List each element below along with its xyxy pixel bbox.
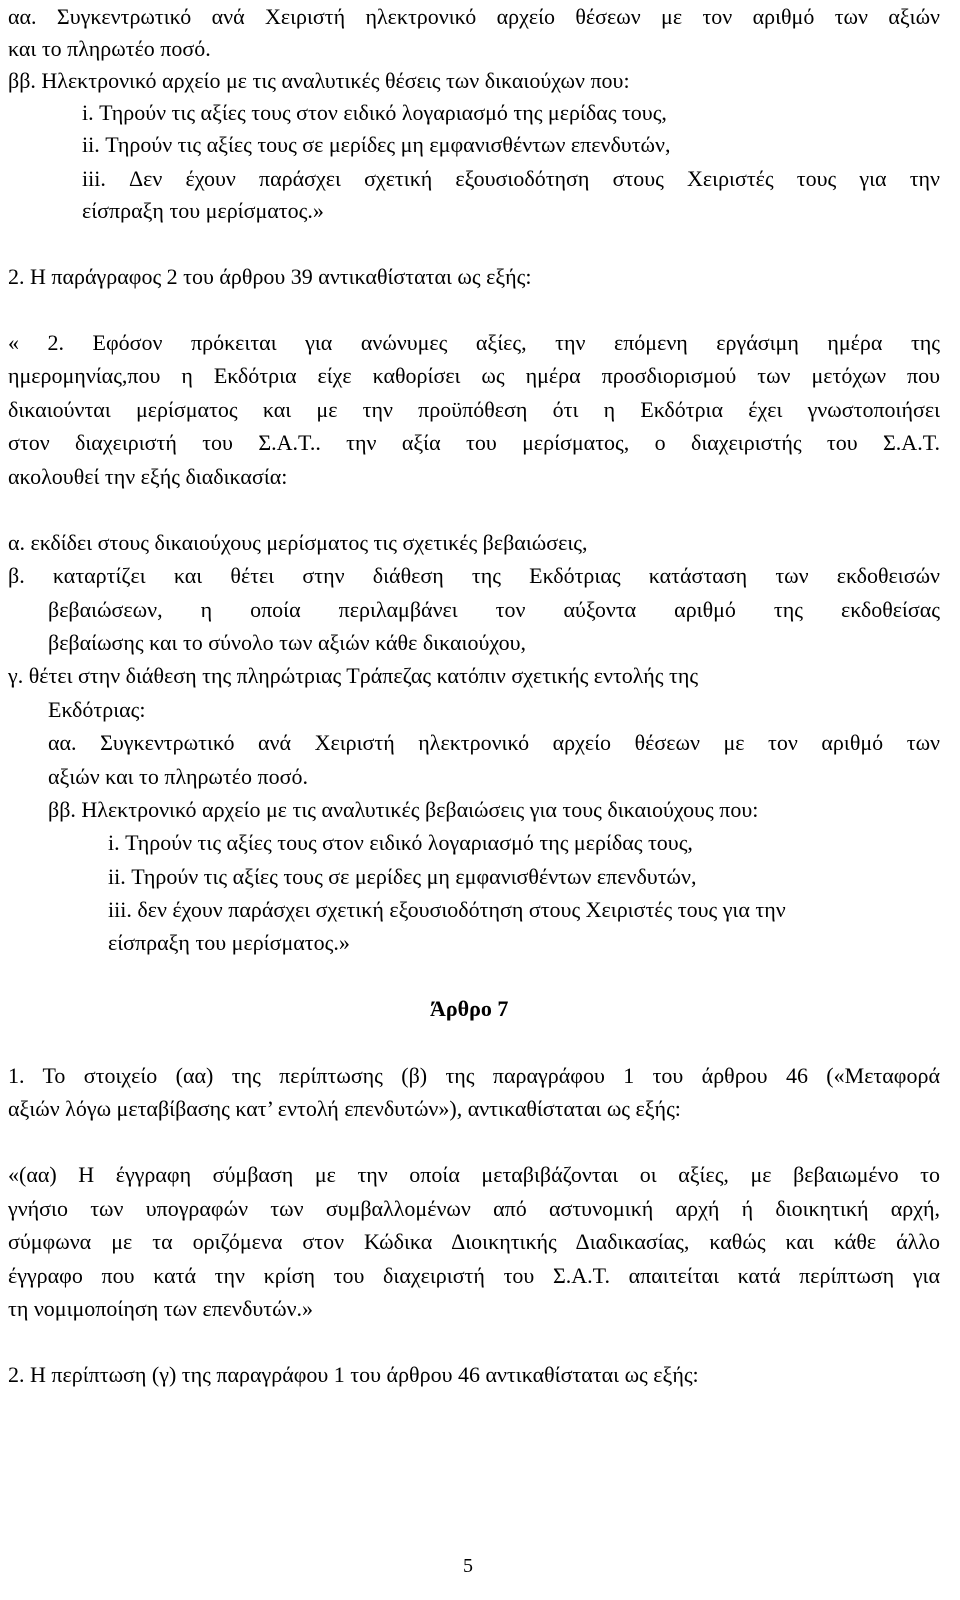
text-line: σύμφωνα με τα οριζόμενα στον Κώδικα Διοικητικής Διαδικασίας, καθώς και κάθε άλλο [8,1229,940,1254]
text-line: αξιών και το πληρωτέο ποσό. [48,764,308,789]
text-line: είσπραξη του μερίσματος.» [82,198,324,223]
text-line: 2. Η παράγραφος 2 του άρθρου 39 αντικαθίσταται ως εξής: [8,264,532,289]
text-line: ii. Τηρούν τις αξίες τους σε μερίδες μη εμφανισθέντων επενδυτών, [82,132,671,157]
text-line: γνήσιο των υπογραφών των συμβαλλομένων από αστυνομική αρχή ή διοικητική αρχή, [8,1196,940,1221]
page-number: 5 [463,1555,473,1577]
text-line: βεβαίωσης και το σύνολο των αξιών κάθε δικαιούχου, [48,630,527,655]
text-line: β. καταρτίζει και θέτει στην διάθεση της Εκδότριας κατάσταση των εκδοθεισών [8,563,940,588]
article-heading: Άρθρο 7 [430,996,509,1021]
text-line: και το πληρωτέο ποσό. [8,36,211,61]
text-line: αα. Συγκεντρωτικό ανά Χειριστή ηλεκτρονικό αρχείο θέσεων με τον αριθμό των αξιών [8,4,940,29]
text-line: γ. θέτει στην διάθεση της πληρώτριας Τράπεζας κατόπιν σχετικής εντολής της [8,663,699,688]
text-line: δικαιούνται μερίσματος και με την προϋπόθεση ότι η Εκδότρια έχει γνωστοποιήσει [8,397,940,422]
text-line: έγγραφο που κατά την κρίση του διαχειριστή του Σ.Α.Τ. απαιτείται κατά περίπτωση για [8,1263,940,1288]
text-line: ββ. Ηλεκτρονικό αρχείο με τις αναλυτικές βεβαιώσεις για τους δικαιούχους που: [48,797,759,822]
text-line: ημερομηνίας,που η Εκδότρια είχε καθορίσει ως ημέρα προσδιορισμού των μετόχων που [8,363,940,388]
text-line: i. Τηρούν τις αξίες τους στον ειδικό λογαριασμό της μερίδας τους, [82,100,667,125]
text-line: αξιών λόγω μεταβίβασης κατ’ εντολή επενδυτών»), αντικαθίσταται ως εξής: [8,1096,681,1121]
text-line: είσπραξη του μερίσματος.» [108,930,350,955]
text-line: iii. δεν έχουν παράσχει σχετική εξουσιοδότηση στους Χειριστές τους για την [108,897,786,922]
text-line: « 2. Εφόσον πρόκειται για ανώνυμες αξίες, την επόμενη εργάσιμη ημέρα της [8,330,940,355]
text-line: ii. Τηρούν τις αξίες τους σε μερίδες μη εμφανισθέντων επενδυτών, [108,864,697,889]
text-line: αα. Συγκεντρωτικό ανά Χειριστή ηλεκτρονικό αρχείο θέσεων με τον αριθμό των [48,730,940,755]
text-line: Εκδότριας: [48,697,146,722]
text-line: ββ. Ηλεκτρονικό αρχείο με τις αναλυτικές θέσεις των δικαιούχων που: [8,68,630,93]
text-line: «(αα) Η έγγραφη σύμβαση με την οποία μεταβιβάζονται οι αξίες, με βεβαιωμένο το [8,1162,940,1187]
text-line: στον διαχειριστή του Σ.Α.Τ.. την αξία του μερίσματος, ο διαχειριστής του Σ.Α.Τ. [8,430,940,455]
text-line: βεβαιώσεων, η οποία περιλαμβάνει τον αύξοντα αριθμό της εκδοθείσας [48,597,940,622]
text-line: α. εκδίδει στους δικαιούχους μερίσματος τις σχετικές βεβαιώσεις, [8,530,588,555]
text-line: i. Τηρούν τις αξίες τους στον ειδικό λογαριασμό της μερίδας τους, [108,830,693,855]
text-line: τη νομιμοποίηση των επενδυτών.» [8,1296,314,1321]
text-line: ακολουθεί την εξής διαδικασία: [8,464,288,489]
text-line: 2. Η περίπτωση (γ) της παραγράφου 1 του άρθρου 46 αντικαθίσταται ως εξής: [8,1362,699,1387]
text-line: iii. Δεν έχουν παράσχει σχετική εξουσιοδότηση στους Χειριστές τους για την [82,166,940,191]
text-line: 1. Το στοιχείο (αα) της περίπτωσης (β) της παραγράφου 1 του άρθρου 46 («Μεταφορά [8,1063,940,1088]
